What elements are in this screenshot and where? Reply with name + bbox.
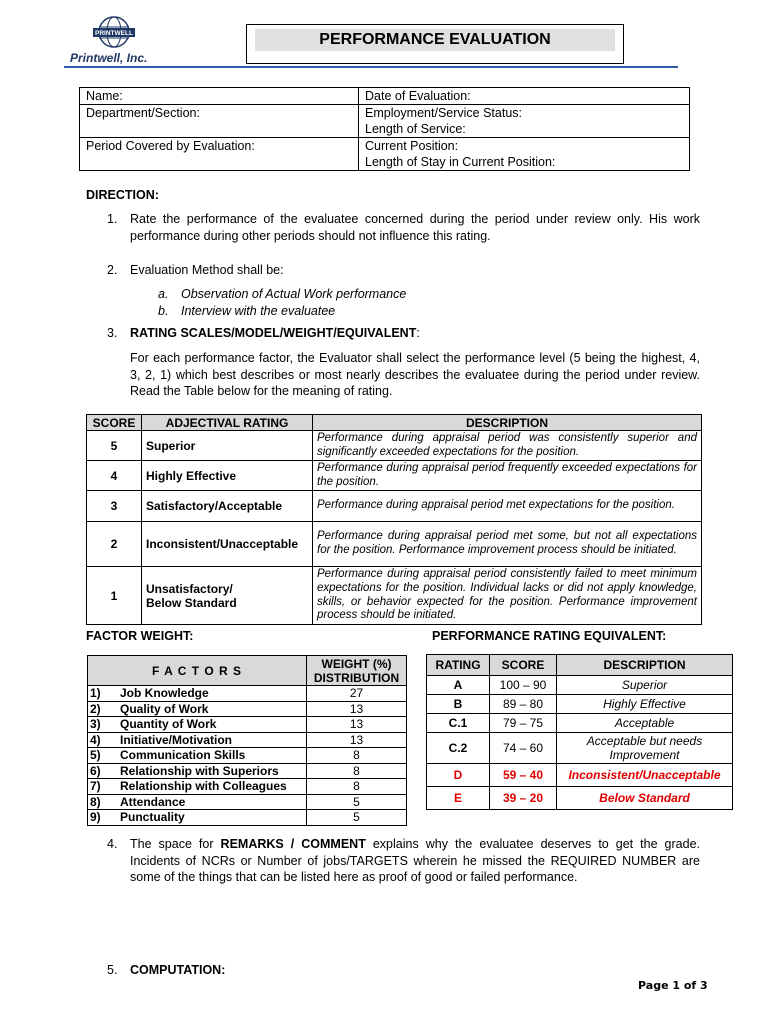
rating-desc-cell: Highly Effective	[557, 695, 733, 714]
table-row	[88, 686, 407, 702]
table-row	[427, 695, 733, 714]
weight-cell: 13	[307, 732, 407, 748]
info-row	[80, 105, 690, 138]
score-range-cell: 100 – 90	[490, 676, 557, 695]
rating-desc-cell: Inconsistent/Unacceptable	[557, 764, 733, 787]
remarks-pre: The space for	[130, 837, 221, 851]
factor-name: Communication Skills	[120, 748, 246, 762]
table-row	[87, 491, 702, 522]
score-header: SCORE	[87, 415, 142, 431]
score-header-cell: SCORE	[490, 655, 557, 676]
factor-name: Quantity of Work	[120, 717, 217, 731]
info-row	[80, 138, 690, 171]
factor-name: Relationship with Colleagues	[120, 779, 287, 793]
factor-cell	[88, 810, 307, 826]
current-position-cell[interactable]: Current Position: Length of Stay in Current Position:	[359, 138, 690, 171]
weight-cell: 5	[307, 794, 407, 810]
table-row	[427, 787, 733, 810]
rating-desc-cell: Acceptable but needs Improvement	[557, 733, 733, 764]
description-header-cell: DESCRIPTION	[557, 655, 733, 676]
item-number: 3.	[107, 326, 118, 340]
direction-item-1: Rate the performance of the evaluatee concerned during the period under review only. His work performance during other periods should not influence this rating.	[130, 212, 700, 243]
description-cell: Performance during appraisal period met some, but not all expectations for the position. Performance improvement process should be initiated.	[313, 522, 702, 567]
rating-equivalent-label: PERFORMANCE RATING EQUIVALENT:	[432, 629, 667, 643]
item-number: 2.	[107, 263, 118, 277]
rating-cell: Unsatisfactory/ Below Standard	[142, 567, 313, 625]
table-row	[88, 810, 407, 826]
table-row	[88, 748, 407, 764]
description-cell: Performance during appraisal period was consistently superior and significantly exceeded expectations for the position.	[313, 431, 702, 461]
sub-item-text: Observation of Actual Work performance	[181, 287, 407, 301]
factor-name: Job Knowledge	[120, 686, 209, 700]
rating-cell: B	[427, 695, 490, 714]
factor-name: Quality of Work	[120, 701, 209, 716]
svg-text:PRINTWELL: PRINTWELL	[95, 30, 133, 37]
score-table-header	[87, 415, 702, 431]
factor-number: 3)	[90, 717, 101, 731]
rating-cell: A	[427, 676, 490, 695]
description-cell: Performance during appraisal period frequently exceeded expectations for the position.	[313, 461, 702, 491]
score-cell: 2	[87, 522, 142, 567]
score-cell: 3	[87, 491, 142, 522]
direction-item-3-body: For each performance factor, the Evaluator shall select the performance level (5 being the highest, 4, 3, 2, 1) which best describes or most nearly describes the evaluatee during the period under review. Read the Table below for the meaning of rating.	[130, 351, 700, 398]
weight-cell: 8	[307, 748, 407, 764]
remarks-bold: REMARKS / COMMENT	[220, 837, 366, 851]
table-row	[87, 567, 702, 625]
score-cell: 4	[87, 461, 142, 491]
company-name: Printwell, Inc.	[70, 51, 148, 65]
table-row	[87, 431, 702, 461]
score-range-cell: 79 – 75	[490, 714, 557, 733]
rating-cell: C.2	[427, 733, 490, 764]
employment-status-cell[interactable]: Employment/Service Status: Length of Service:	[359, 105, 690, 138]
table-row	[88, 701, 407, 717]
factor-cell	[88, 686, 307, 702]
rating-cell: Highly Effective	[142, 461, 313, 491]
factor-weight-label: FACTOR WEIGHT:	[86, 629, 194, 643]
factor-number: 8)	[90, 794, 101, 809]
factor-number: 7)	[90, 779, 101, 793]
rating-cell: Superior	[142, 431, 313, 461]
factors-header	[88, 656, 407, 686]
table-row	[87, 522, 702, 567]
table-row	[427, 733, 733, 764]
score-cell: 1	[87, 567, 142, 625]
globe-logo-icon	[87, 14, 141, 50]
rating-cell: Satisfactory/Acceptable	[142, 491, 313, 522]
page-title: PERFORMANCE EVALUATION	[255, 29, 615, 51]
rating-equivalent-table	[426, 654, 733, 810]
factor-cell	[88, 748, 307, 764]
factor-name: Relationship with Superiors	[120, 763, 279, 778]
direction-item-3-heading	[130, 325, 420, 342]
direction-item-2: Evaluation Method shall be:	[130, 263, 284, 277]
remarks-paragraph	[130, 836, 700, 886]
description-header: DESCRIPTION	[313, 415, 702, 431]
item-number: 5.	[107, 963, 118, 977]
score-range-cell: 89 – 80	[490, 695, 557, 714]
factor-cell	[88, 732, 307, 748]
factor-cell	[88, 717, 307, 733]
item-number: 1.	[107, 212, 118, 226]
rating-header	[427, 655, 733, 676]
title-box	[246, 24, 624, 64]
adjectival-header: ADJECTIVAL RATING	[142, 415, 313, 431]
score-range-cell: 59 – 40	[490, 764, 557, 787]
weight-cell: 5	[307, 810, 407, 826]
weight-cell: 8	[307, 763, 407, 779]
employee-info-table	[79, 87, 690, 171]
date-of-evaluation-cell[interactable]: Date of Evaluation:	[359, 88, 690, 105]
weight-cell: 13	[307, 701, 407, 717]
factor-number: 5)	[90, 748, 101, 762]
table-row	[87, 461, 702, 491]
sub-item-letter: a.	[158, 287, 169, 301]
table-row	[427, 764, 733, 787]
weight-cell: 8	[307, 779, 407, 795]
rating-scales-heading: RATING SCALES/MODEL/WEIGHT/EQUIVALENT	[130, 326, 417, 340]
factor-cell	[88, 779, 307, 795]
name-cell[interactable]: Name:	[80, 88, 359, 105]
direction-heading: DIRECTION:	[86, 188, 159, 202]
factor-cell	[88, 794, 307, 810]
rating-cell: E	[427, 787, 490, 810]
factor-number: 6)	[90, 763, 101, 778]
description-cell: Performance during appraisal period met expectations for the position.	[313, 491, 702, 522]
table-row	[88, 779, 407, 795]
page-number: Page 1 of 3	[638, 979, 708, 992]
weight-cell: 13	[307, 717, 407, 733]
table-row	[88, 717, 407, 733]
rating-cell: Inconsistent/Unacceptable	[142, 522, 313, 567]
table-row	[427, 676, 733, 695]
rating-desc-cell: Superior	[557, 676, 733, 695]
remarks-post: explains why the evaluatee deserves to get the grade. Incidents of NCRs or Number of jobs/TARGETS wherein he missed the REQUIRED NUMBER are some of the things that can be listed here as proof of good or failed performance.	[130, 837, 700, 884]
table-row	[88, 732, 407, 748]
table-row	[427, 714, 733, 733]
factor-cell	[88, 763, 307, 779]
score-table	[86, 414, 702, 625]
company-logo	[70, 14, 160, 66]
colon: :	[416, 326, 420, 340]
weight-header-cell: WEIGHT (%) DISTRIBUTION	[307, 656, 407, 686]
description-cell: Performance during appraisal period consistently failed to meet minimum expectations for the position. Individual lacks or did not apply knowledge, skills, or behavior expected for the position. Performance improvement process should be initiated.	[313, 567, 702, 625]
rating-cell: C.1	[427, 714, 490, 733]
computation-heading: COMPUTATION:	[130, 963, 226, 977]
factor-number: 9)	[90, 810, 101, 824]
score-range-cell: 39 – 20	[490, 787, 557, 810]
rating-desc-cell: Below Standard	[557, 787, 733, 810]
rating-cell: D	[427, 764, 490, 787]
rating-header-cell: RATING	[427, 655, 490, 676]
table-row	[88, 794, 407, 810]
factor-number: 4)	[90, 732, 101, 747]
factor-name: Punctuality	[120, 810, 185, 824]
factor-cell	[88, 701, 307, 717]
factor-number: 1)	[90, 686, 101, 700]
weight-cell: 27	[307, 686, 407, 702]
factors-header-cell: F A C T O R S	[88, 656, 307, 686]
factor-name: Attendance	[120, 794, 186, 809]
period-covered-cell[interactable]: Period Covered by Evaluation:	[80, 138, 359, 171]
factor-name: Initiative/Motivation	[120, 732, 233, 747]
sub-item-letter: b.	[158, 304, 169, 318]
score-cell: 5	[87, 431, 142, 461]
sub-item-text: Interview with the evaluatee	[181, 304, 336, 318]
item-number: 4.	[107, 837, 118, 851]
table-row	[88, 763, 407, 779]
score-range-cell: 74 – 60	[490, 733, 557, 764]
factor-number: 2)	[90, 701, 101, 716]
header-rule	[64, 66, 678, 68]
factor-weight-table	[87, 655, 407, 826]
department-cell[interactable]: Department/Section:	[80, 105, 359, 138]
rating-desc-cell: Acceptable	[557, 714, 733, 733]
info-row	[80, 88, 690, 105]
